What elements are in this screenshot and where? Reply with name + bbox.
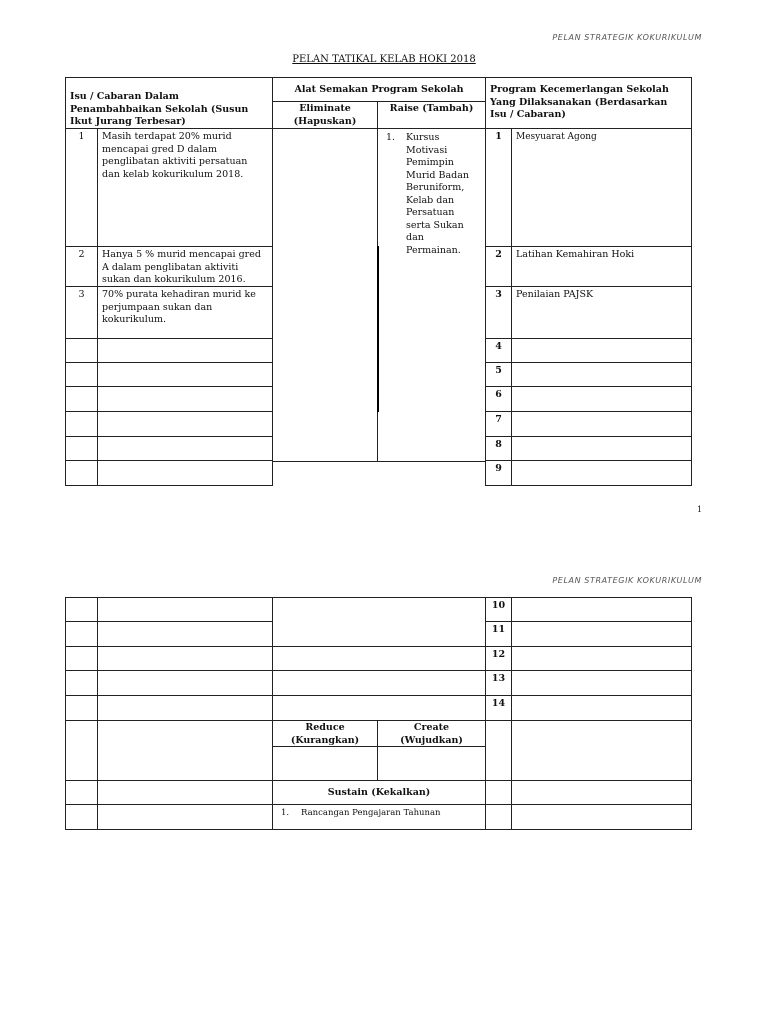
empty-cell (97, 720, 273, 781)
empty-cell (97, 338, 273, 363)
program-number: 7 (485, 411, 512, 437)
issue-number: 1 (65, 128, 98, 247)
program-number: 14 (485, 695, 512, 721)
program-number: 8 (485, 436, 512, 461)
create-cell (377, 746, 486, 781)
raise-item (382, 132, 481, 257)
issue-text: 70% purata kehadiran murid ke perjumpaan sukan dan kokurikulum. (97, 286, 273, 339)
tool-column-header: Alat Semakan Program Sekolah (272, 77, 486, 102)
empty-cell (97, 411, 273, 437)
program-text: Penilaian PAJSK (511, 286, 692, 339)
empty-cell (97, 362, 273, 387)
program-number: 1 (485, 128, 512, 247)
issue-text: Hanya 5 % murid mencapai gred A dalam penglibatan aktiviti sukan dan kokurikulum 2016. (97, 246, 273, 287)
eliminate-cell (272, 128, 378, 462)
empty-cell (272, 597, 486, 647)
empty-cell (97, 670, 273, 696)
empty-cell (65, 362, 98, 387)
empty-cell (97, 804, 273, 830)
empty-cell (272, 695, 486, 721)
program-number: 5 (485, 362, 512, 387)
program-text (511, 695, 692, 721)
empty-cell (511, 720, 692, 781)
create-header: Create (Wujudkan) (377, 720, 486, 747)
program-text (511, 411, 692, 437)
page-number: 1 (697, 505, 703, 514)
empty-cell (485, 804, 512, 830)
empty-cell (97, 460, 273, 486)
raise-cell (377, 128, 486, 462)
program-text (511, 436, 692, 461)
empty-cell (511, 804, 692, 830)
empty-cell (65, 780, 98, 805)
program-text (511, 386, 692, 412)
empty-cell (65, 386, 98, 412)
empty-cell (65, 670, 98, 696)
empty-cell (65, 695, 98, 721)
empty-cell (65, 436, 98, 461)
program-text (511, 646, 692, 671)
issue-column-header: Isu / Cabaran Dalam Penambahbaikan Sekolah (Susun Ikut Jurang Terbesar) (65, 77, 273, 129)
running-header: PELAN STRATEGIK KOKURIKULUM (552, 576, 702, 585)
sustain-header: Sustain (Kekalkan) (272, 780, 486, 805)
raise-item-text: Kursus Motivasi Pemimpin Murid Badan Beruniform, Kelab dan Persatuan serta Sukan dan Permainan. (406, 132, 470, 256)
program-number: 12 (485, 646, 512, 671)
program-number: 9 (485, 460, 512, 486)
empty-cell (97, 646, 273, 671)
empty-cell (97, 436, 273, 461)
program-text (511, 597, 692, 622)
empty-cell (272, 670, 486, 696)
empty-cell (272, 646, 486, 671)
sustain-item-number: 1. (281, 808, 290, 818)
empty-cell (65, 720, 98, 781)
empty-cell (97, 386, 273, 412)
program-number: 10 (485, 597, 512, 622)
raise-header: Raise (Tambah) (377, 101, 486, 129)
empty-cell (65, 411, 98, 437)
empty-cell (485, 720, 512, 781)
sustain-cell (272, 804, 486, 830)
running-header: PELAN STRATEGIK KOKURIKULUM (552, 33, 702, 42)
program-text (511, 621, 692, 647)
empty-cell (97, 621, 273, 647)
program-text: Latihan Kemahiran Hoki (511, 246, 692, 287)
issue-number: 2 (65, 246, 98, 287)
program-text (511, 460, 692, 486)
program-number: 3 (485, 286, 512, 339)
empty-cell (97, 695, 273, 721)
empty-cell (65, 646, 98, 671)
empty-cell (65, 597, 98, 622)
sustain-item (277, 807, 481, 820)
program-number: 4 (485, 338, 512, 363)
program-number: 6 (485, 386, 512, 412)
eliminate-header: Eliminate (Hapuskan) (272, 101, 378, 129)
sustain-item-text: Rancangan Pengajaran Tahunan (301, 808, 441, 818)
reduce-header: Reduce (Kurangkan) (272, 720, 378, 747)
empty-cell (65, 804, 98, 830)
program-number: 13 (485, 670, 512, 696)
program-number: 11 (485, 621, 512, 647)
issue-text: Masih terdapat 20% murid mencapai gred D dalam penglibatan aktiviti persatuan dan kelab kokurikulum 2018. (97, 128, 273, 247)
empty-cell (65, 460, 98, 486)
empty-cell (97, 780, 273, 805)
program-text (511, 670, 692, 696)
empty-cell (65, 338, 98, 363)
program-column-header: Program Kecemerlangan Sekolah Yang Dilaksanakan (Berdasarkan Isu / Cabaran) (485, 77, 692, 129)
issue-number: 3 (65, 286, 98, 339)
column-rule (377, 246, 379, 412)
empty-cell (97, 597, 273, 622)
program-text (511, 362, 692, 387)
empty-cell (65, 621, 98, 647)
empty-cell (485, 780, 512, 805)
program-number: 2 (485, 246, 512, 287)
program-text: Mesyuarat Agong (511, 128, 692, 247)
program-text (511, 338, 692, 363)
document-title: PELAN TATIKAL KELAB HOKI 2018 (292, 54, 476, 65)
reduce-cell (272, 746, 378, 781)
raise-item-number: 1. (386, 132, 396, 143)
empty-cell (511, 780, 692, 805)
